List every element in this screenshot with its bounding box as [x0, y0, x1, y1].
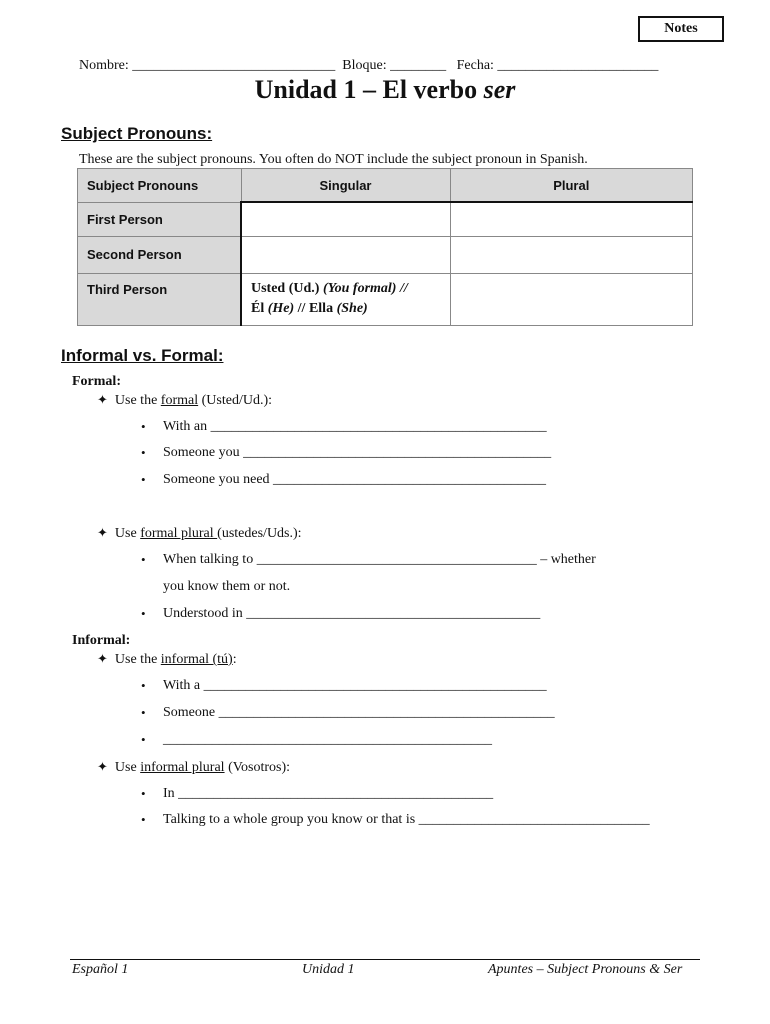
he-text: (He) [267, 301, 295, 316]
informal-plural-bullet-1[interactable]: In _____________________________________________ [163, 786, 494, 801]
formal-item-2-pre: Use [114, 526, 141, 541]
ella-text: // Ella [294, 301, 337, 316]
el-text: Él [251, 301, 268, 316]
you-formal-text: (You formal) // [322, 281, 408, 296]
informal-item-1-underlined: informal (tú) [160, 652, 233, 667]
formal-item-1 [97, 392, 272, 409]
informal-formal-heading: Informal vs. Formal: [61, 346, 224, 365]
informal-item-1-post: : [232, 652, 237, 667]
formal-plural-continuation: you know them or not. [163, 579, 291, 594]
footer-right: Apuntes – Subject Pronouns & Ser [488, 962, 683, 977]
row-label-third: Third Person [78, 273, 242, 325]
table-row [78, 202, 693, 236]
star-icon: ✦ [97, 525, 108, 540]
formal-item-1-pre: Use the [114, 393, 161, 408]
notes-label: Notes [638, 16, 724, 42]
title-main: Unidad 1 – El verbo [254, 75, 484, 104]
informal-item-2-post: (Vosotros): [224, 760, 291, 775]
table-row [78, 236, 693, 273]
formal-plural-bullet-1[interactable]: When talking to ________________________________________ – whether [163, 552, 596, 567]
informal-item-2-pre: Use [114, 760, 141, 775]
star-icon: ✦ [97, 392, 108, 407]
cell-third-plural[interactable] [450, 273, 693, 325]
bullet-icon: • [141, 472, 146, 487]
cell-first-plural[interactable] [450, 202, 693, 236]
usted-text: Usted (Ud.) [251, 281, 323, 296]
col-header-singular: Singular [241, 169, 450, 203]
formal-item-2-underlined: formal plural [140, 526, 218, 541]
bullet-icon: • [141, 606, 146, 621]
bullet-icon: • [141, 678, 146, 693]
bullet-icon: • [141, 812, 146, 827]
footer-center: Unidad 1 [302, 962, 355, 977]
pronoun-table [77, 168, 693, 326]
star-icon: ✦ [97, 759, 108, 774]
formal-item-1-underlined: formal [160, 393, 199, 408]
informal-item-1-pre: Use the [114, 652, 161, 667]
informal-item-1 [97, 651, 237, 668]
col-header-subject: Subject Pronouns [78, 169, 242, 203]
formal-bullet-2[interactable]: Someone you ____________________________________________ [163, 445, 552, 460]
cell-second-plural[interactable] [450, 236, 693, 273]
bullet-icon: • [141, 705, 146, 720]
formal-bullet-3[interactable]: Someone you need _______________________________________ [163, 472, 547, 487]
cell-second-singular[interactable] [241, 236, 450, 273]
formal-item-2 [97, 525, 302, 542]
footer-left: Español 1 [72, 962, 129, 977]
title-italic: ser [483, 75, 516, 104]
star-icon: ✦ [97, 651, 108, 666]
fecha-field[interactable]: Fecha: _______________________ [456, 58, 659, 73]
informal-bullet-1[interactable]: With a _________________________________________________ [163, 678, 547, 693]
table-header-row [78, 169, 693, 203]
row-label-first: First Person [78, 202, 242, 236]
informal-bullet-3[interactable]: _______________________________________________ [163, 732, 492, 747]
informal-bullet-2[interactable]: Someone ________________________________________________ [163, 705, 555, 720]
footer-rule [70, 959, 700, 960]
header-fields [79, 58, 658, 74]
bullet-icon: • [141, 445, 146, 460]
formal-item-2-post: (ustedes/Uds.): [217, 526, 302, 541]
bullet-icon: • [141, 552, 146, 567]
formal-item-1-post: (Usted/Ud.): [198, 393, 273, 408]
page-title [0, 75, 770, 105]
table-row [78, 273, 693, 325]
she-text: (She) [336, 301, 368, 316]
bullet-icon: • [141, 419, 146, 434]
bullet-icon: • [141, 732, 146, 747]
formal-label: Formal: [72, 374, 121, 389]
informal-label: Informal: [72, 633, 131, 648]
cell-first-singular[interactable] [241, 202, 450, 236]
subject-pronouns-intro: These are the subject pronouns. You often do NOT include the subject pronoun in Spanish. [79, 152, 588, 167]
informal-item-2 [97, 759, 290, 776]
informal-item-2-underlined: informal plural [140, 760, 225, 775]
row-label-second: Second Person [78, 236, 242, 273]
formal-bullet-1[interactable]: With an ________________________________________________ [163, 419, 547, 434]
cell-third-singular[interactable] [241, 273, 450, 325]
bullet-icon: • [141, 786, 146, 801]
nombre-field[interactable]: Nombre: _____________________________ [79, 58, 336, 73]
informal-plural-bullet-2[interactable]: Talking to a whole group you know or that is _________________________________ [163, 812, 650, 827]
col-header-plural: Plural [450, 169, 693, 203]
subject-pronouns-heading: Subject Pronouns: [61, 124, 213, 143]
formal-plural-bullet-2[interactable]: Understood in __________________________________________ [163, 606, 541, 621]
bloque-field[interactable]: Bloque: ________ [342, 58, 447, 73]
